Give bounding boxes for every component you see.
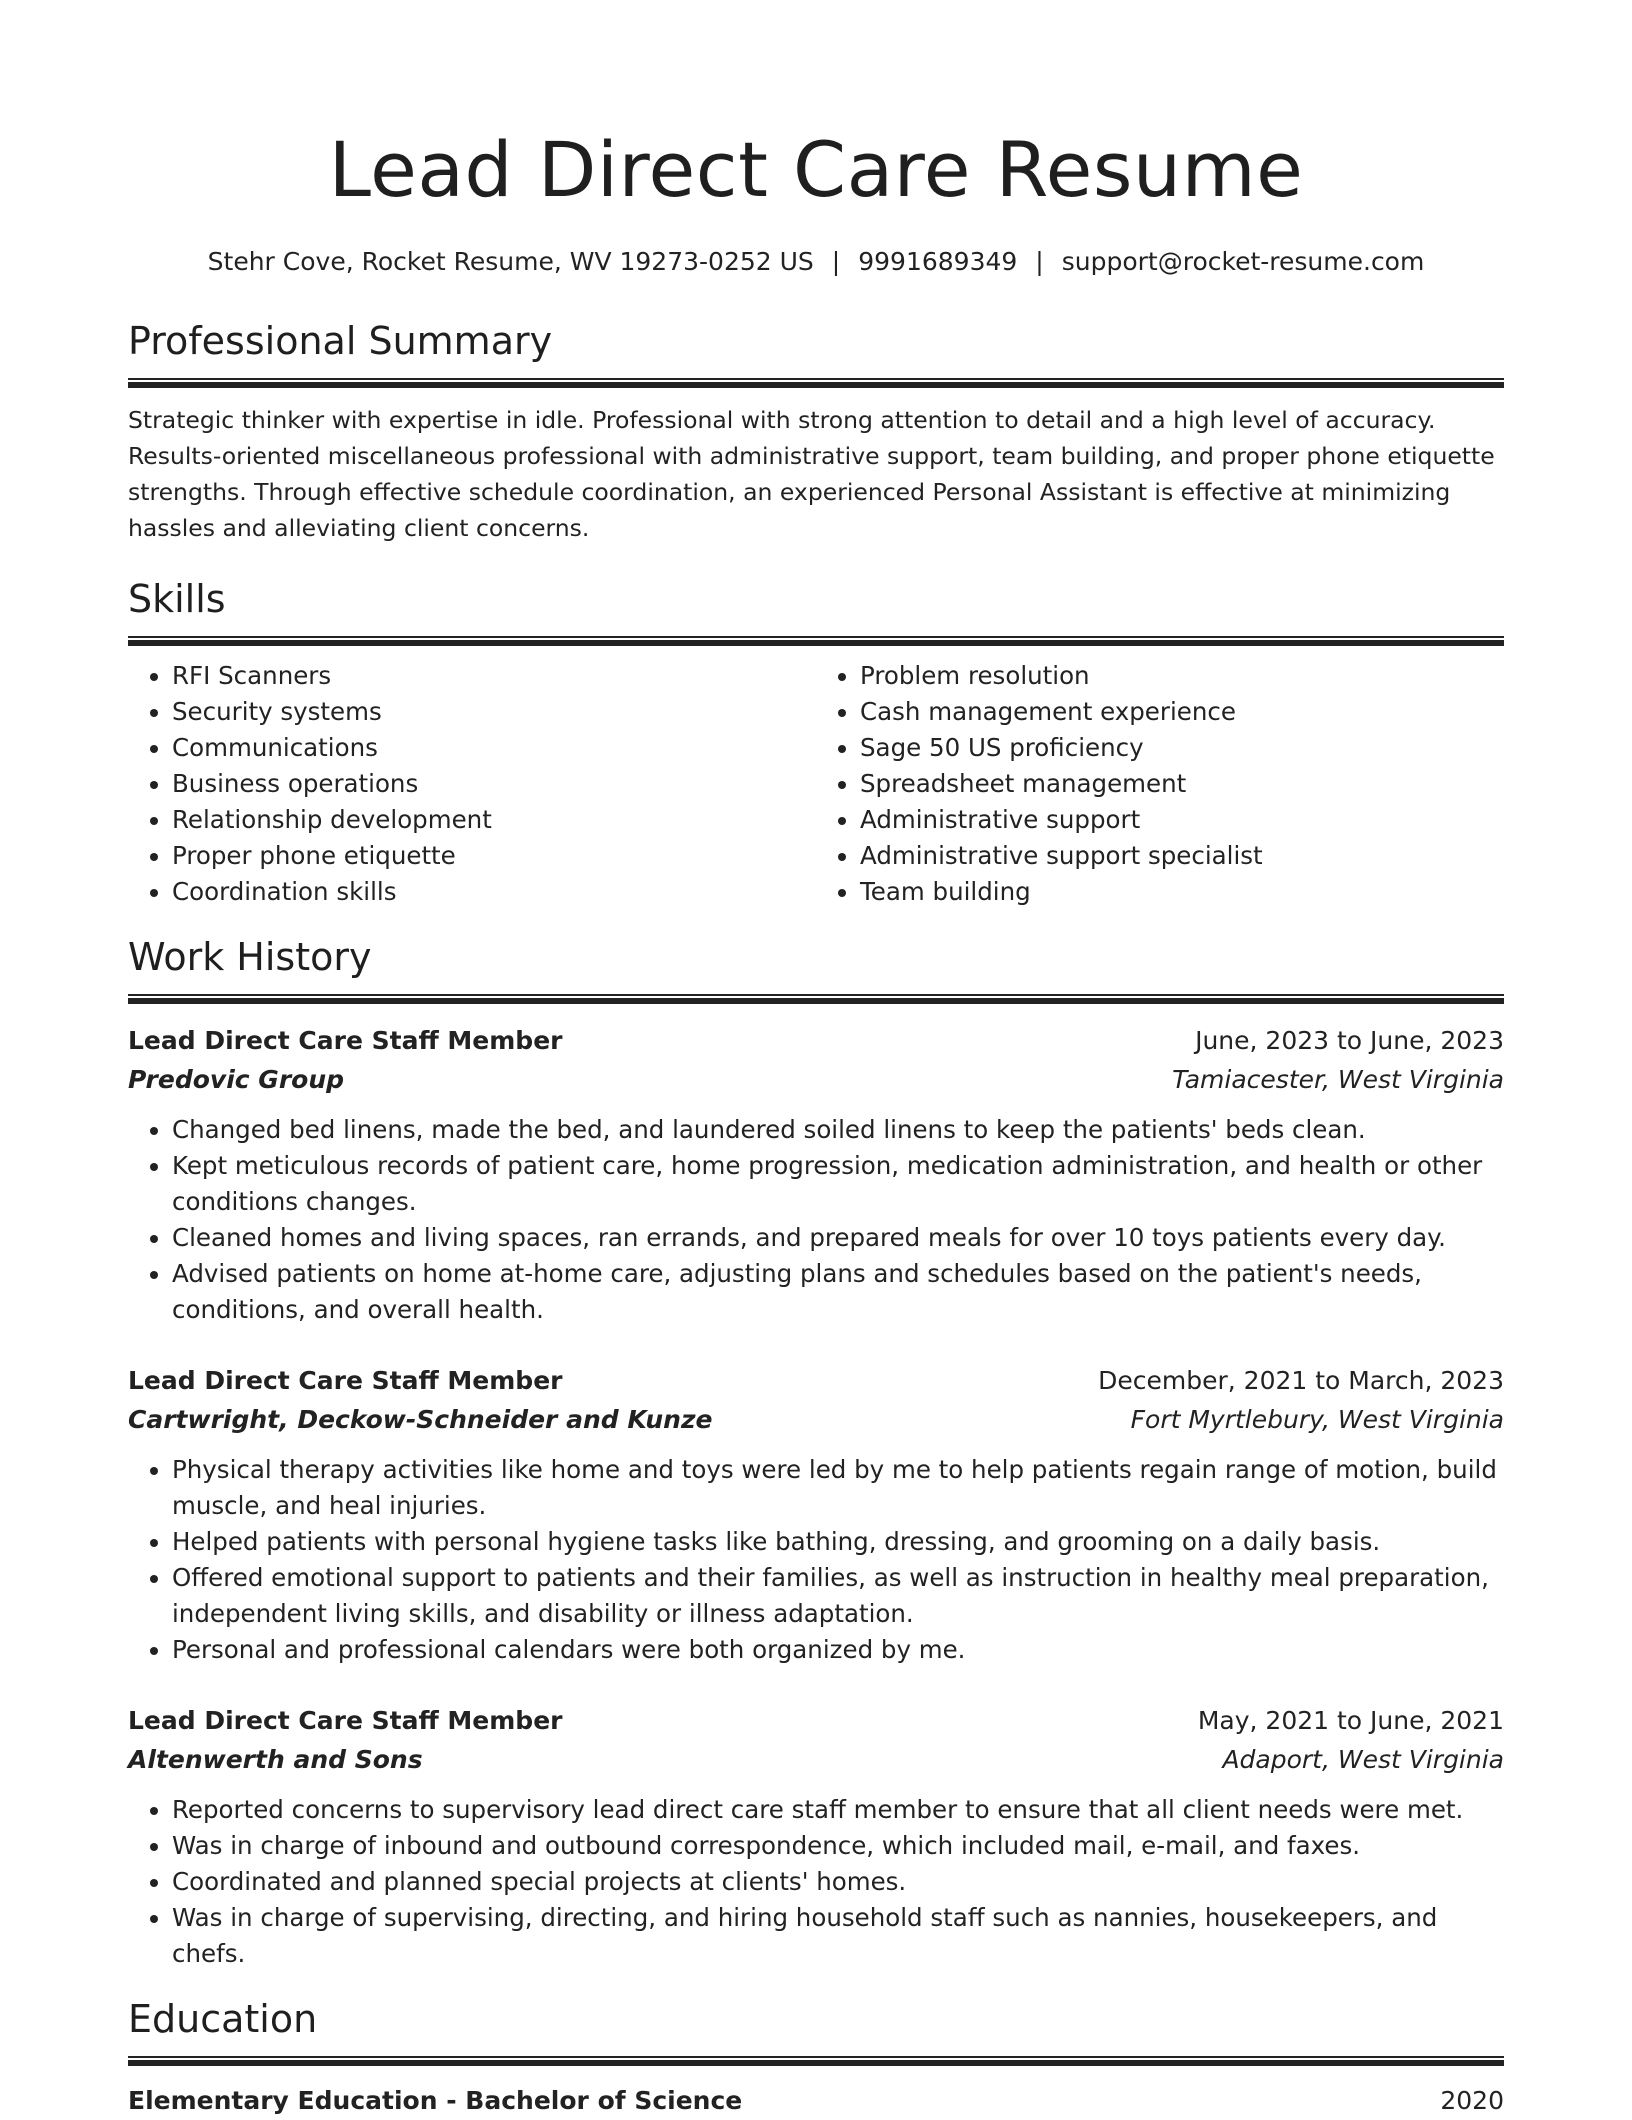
job-dates: May, 2021 to June, 2021 [1197, 1706, 1504, 1735]
skill-item: • Business operations [172, 766, 816, 802]
contact-separator: | [831, 247, 841, 276]
job-location: Tamiacester, West Virginia [1172, 1065, 1504, 1094]
job-bullet: • Helped patients with personal hygiene tasks like bathing, dressing, and grooming on a daily basis. [172, 1524, 1504, 1560]
section-divider [128, 378, 1504, 388]
skills-section [128, 574, 1504, 910]
job-bullet: • Advised patients on home at-home care, adjusting plans and schedules based on the patient's needs, conditions, and overall health. [172, 1256, 1504, 1328]
skill-item: • Administrative support specialist [860, 838, 1504, 874]
education-degree: Elementary Education - Bachelor of Science [128, 2086, 743, 2115]
section-divider [128, 636, 1504, 646]
job-bullet: • Changed bed linens, made the bed, and laundered soiled linens to keep the patients' beds clean. [172, 1112, 1504, 1148]
job-bullet: • Personal and professional calendars were both organized by me. [172, 1632, 1504, 1668]
section-divider [128, 2056, 1504, 2066]
job-title: Lead Direct Care Staff Member [128, 1026, 563, 1055]
education-year: 2020 [1440, 2086, 1504, 2115]
skill-item: • Spreadsheet management [860, 766, 1504, 802]
job-bullet: • Coordinated and planned special projects at clients' homes. [172, 1864, 1504, 1900]
section-divider [128, 994, 1504, 1004]
job-location: Fort Myrtlebury, West Virginia [1130, 1405, 1504, 1434]
job-dates: June, 2023 to June, 2023 [1195, 1026, 1504, 1055]
skill-item: • RFI Scanners [172, 658, 816, 694]
job-bullet: • Cleaned homes and living spaces, ran errands, and prepared meals for over 10 toys patients every day. [172, 1220, 1504, 1256]
skill-item: • Coordination skills [172, 874, 816, 910]
skill-item: • Sage 50 US proficiency [860, 730, 1504, 766]
skills-heading: Skills [128, 577, 226, 621]
education-entry [128, 2082, 1504, 2120]
job-company: Altenwerth and Sons [128, 1745, 423, 1774]
contact-phone: 9991689349 [858, 247, 1018, 276]
summary-section [128, 316, 1504, 546]
contact-email: support@rocket-resume.com [1061, 247, 1425, 276]
job-bullets [128, 1452, 1504, 1668]
job-location: Adaport, West Virginia [1222, 1745, 1504, 1774]
skill-item: • Relationship development [172, 802, 816, 838]
job-company: Cartwright, Deckow-Schneider and Kunze [128, 1405, 713, 1434]
skill-item: • Security systems [172, 694, 816, 730]
job-title: Lead Direct Care Staff Member [128, 1366, 563, 1395]
job-entry [128, 1702, 1504, 1972]
job-bullets [128, 1792, 1504, 1972]
job-title: Lead Direct Care Staff Member [128, 1706, 563, 1735]
skill-item: • Problem resolution [860, 658, 1504, 694]
resume-title: Lead Direct Care Resume [328, 125, 1304, 214]
summary-heading: Professional Summary [128, 319, 553, 363]
job-bullets [128, 1112, 1504, 1328]
job-entry [128, 1022, 1504, 1328]
summary-text: Strategic thinker with expertise in idle. Professional with strong attention to detail and a high level of accuracy. Results-oriented miscellaneous professional with administrative support, team building, and proper phone etiquette strengths. Through effective schedule coordination, an experienced Personal Assistant is effective at minimizing hassles and alleviating client concerns. [128, 406, 1495, 542]
work-section [128, 932, 1504, 1972]
job-bullet: • Physical therapy activities like home and toys were led by me to help patients regain range of motion, build muscle, and heal injuries. [172, 1452, 1504, 1524]
skills-columns [128, 658, 1504, 910]
education-heading: Education [128, 1997, 318, 2041]
contact-separator: | [1035, 247, 1044, 276]
skill-item: • Cash management experience [860, 694, 1504, 730]
contact-address: Stehr Cove, Rocket Resume, WV 19273-0252 US [207, 247, 814, 276]
job-bullet: • Reported concerns to supervisory lead direct care staff member to ensure that all client needs were met. [172, 1792, 1504, 1828]
skill-item: • Team building [860, 874, 1504, 910]
job-dates: December, 2021 to March, 2023 [1098, 1366, 1504, 1395]
skill-item: • Administrative support [860, 802, 1504, 838]
job-bullet: • Was in charge of inbound and outbound correspondence, which included mail, e-mail, and faxes. [172, 1828, 1504, 1864]
job-entry [128, 1362, 1504, 1668]
skills-list-left [128, 658, 816, 910]
job-company: Predovic Group [128, 1065, 345, 1094]
job-bullet: • Kept meticulous records of patient care, home progression, medication administration, and health or other conditions changes. [172, 1148, 1504, 1220]
job-bullet: • Offered emotional support to patients and their families, as well as instruction in healthy meal preparation, independent living skills, and disability or illness adaptation. [172, 1560, 1504, 1632]
contact-line [128, 244, 1504, 280]
education-section [128, 1994, 1504, 2120]
skills-list-right [816, 658, 1504, 910]
work-heading: Work History [128, 935, 372, 979]
job-bullet: • Was in charge of supervising, directing, and hiring household staff such as nannies, housekeepers, and chefs. [172, 1900, 1504, 1972]
skill-item: • Proper phone etiquette [172, 838, 816, 874]
skill-item: • Communications [172, 730, 816, 766]
